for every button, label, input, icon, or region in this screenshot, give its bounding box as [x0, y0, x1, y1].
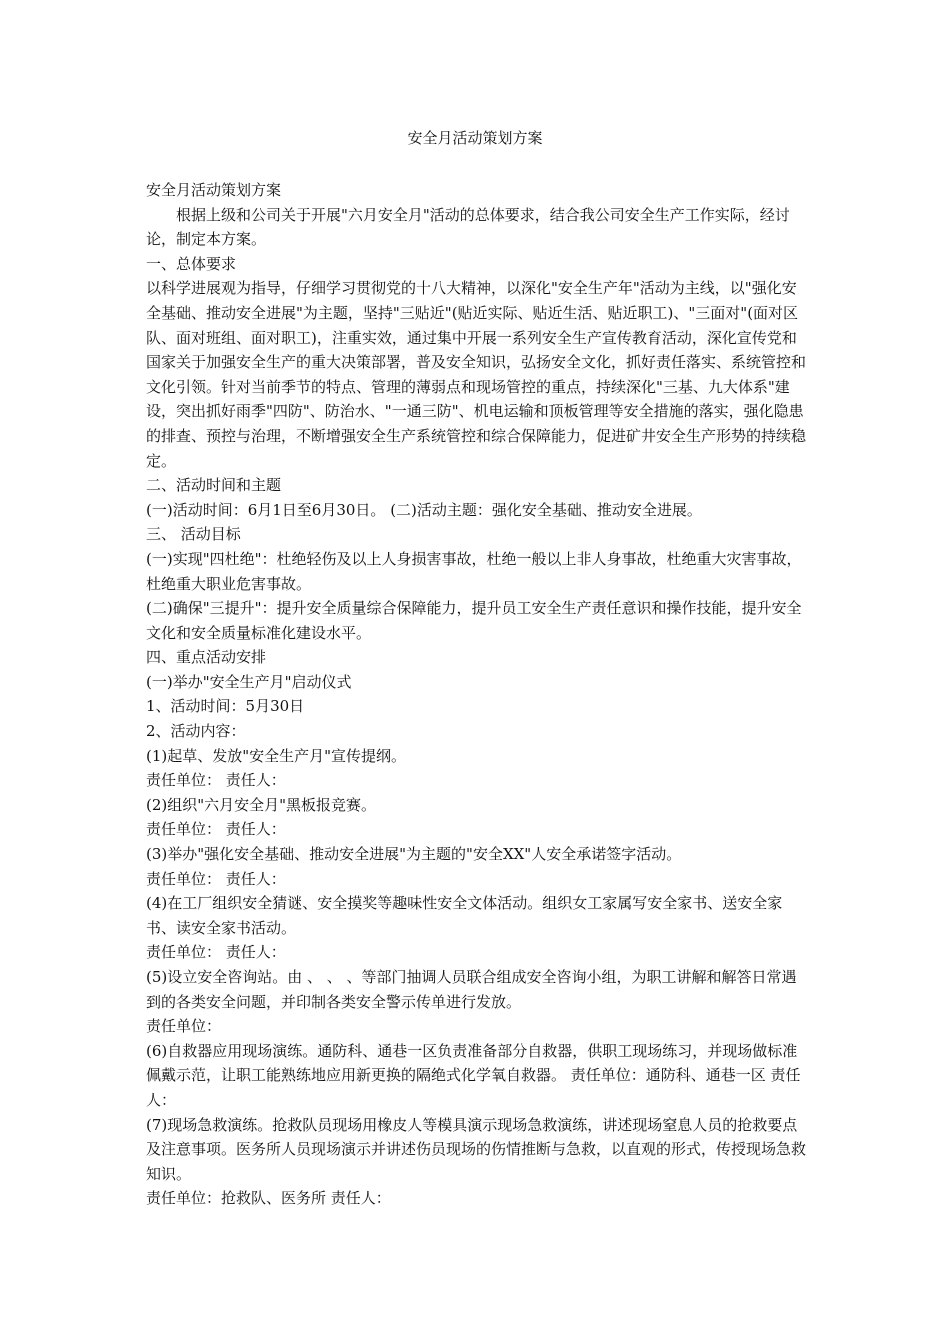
- paragraph: (7)现场急救演练。抢救队员现场用橡皮人等模具演示现场急救演练，讲述现场窒息人员的抢救要点及注意事项。医务所人员现场演示并讲述伤员现场的伤情推断与急救，以直观的形式，传授现场急救知识。: [146, 1115, 807, 1183]
- paragraph: (一)实现"四杜绝"：杜绝轻伤及以上人身损害事故，杜绝一般以上非人身事故，杜绝重大灾害事故，杜绝重大职业危害事故。: [146, 549, 802, 593]
- paragraph: 2、活动内容：: [146, 722, 246, 741]
- paragraph: 责任单位：抢救队、医务所 责任人：: [146, 1189, 391, 1208]
- paragraph: 1、活动时间：5月30日: [146, 697, 305, 716]
- section-heading: 一、总体要求: [146, 254, 237, 273]
- paragraph: (1)起草、发放"安全生产月"宣传提纲。: [146, 746, 407, 765]
- paragraph: 安全月活动策划方案: [146, 181, 282, 199]
- paragraph: 责任单位： 责任人：: [146, 820, 286, 839]
- paragraph: 责任单位：: [146, 1017, 222, 1036]
- section-heading: 三、 活动目标: [146, 525, 241, 544]
- paragraph: (4)在工厂组织安全猜谜、安全摸奖等趣味性安全文体活动。组织女工家属写安全家书、送安全家书、读安全家书活动。: [146, 894, 783, 937]
- paragraph: (6)自救器应用现场演练。通防科、通巷一区负责准备部分自救器，供职工现场练习，并现场做标准佩戴示范，让职工能熟练地应用新更换的隔绝式化学氧自救器。 责任单位：通防科、通巷一区 责任人：: [146, 1041, 801, 1109]
- paragraph: (5)设立安全咨询站。由 、 、 、等部门抽调人员联合组成安全咨询小组，为职工讲解和解答日常遇到的各类安全问题，并印制各类安全警示传单进行发放。: [146, 968, 797, 1011]
- paragraph: 以科学进展观为指导，仔细学习贯彻党的十八大精神，以深化"安全生产年"活动为主线，以"强化安全基础、推动安全进展"为主题，坚持"三贴近"(贴近实际、贴近生活、贴近职工)、"三面对"(面对区队、面对班组、面对职工)，注重实效，通过集中开展一系列安全生产宣传教育活动，深化宣传党和国家关于加强安全生产的重大决策部署，普及安全知识，弘扬安全文化，抓好责任落实、系统管控和文化引领。针对当前季节的特点、管理的薄弱点和现场管控的重点，持续深化"三基、九大体系"建设，突出抓好雨季"四防"、防治水、"一通三防"、机电运输和顶板管理等安全措施的落实，强化隐患的排查、预控与治理，不断增强安全生产系统管控和综合保障能力，促进矿井安全生产形势的持续稳定。: [146, 279, 807, 470]
- paragraph: (3)举办"强化安全基础、推动安全进展"为主题的"安全XX"人安全承诺签字活动。: [146, 845, 682, 864]
- paragraph: (一)活动时间：6月1日至6月30日。 (二)活动主题：强化安全基础、推动安全进展。: [146, 500, 702, 519]
- paragraph: 责任单位： 责任人：: [146, 771, 286, 790]
- paragraph: 根据上级和公司关于开展"六月安全月"活动的总体要求，结合我公司安全生产工作实际，经讨论，制定本方案。: [146, 205, 790, 249]
- section-heading: 二、活动时间和主题: [146, 476, 282, 495]
- paragraph: (二)确保"三提升"：提升安全质量综合保障能力，提升员工安全生产责任意识和操作技能，提升安全文化和安全质量标准化建设水平。: [146, 599, 802, 642]
- section-heading: 四、重点活动安排: [146, 648, 267, 667]
- document-body: [146, 178, 806, 1211]
- paragraph: (一)举办"安全生产月"启动仪式: [146, 672, 352, 691]
- paragraph: 责任单位： 责任人：: [146, 943, 286, 962]
- document-title: 安全月活动策划方案: [407, 129, 543, 147]
- paragraph: (2)组织"六月安全月"黑板报竞赛。: [146, 795, 377, 814]
- paragraph: 责任单位： 责任人：: [146, 869, 286, 888]
